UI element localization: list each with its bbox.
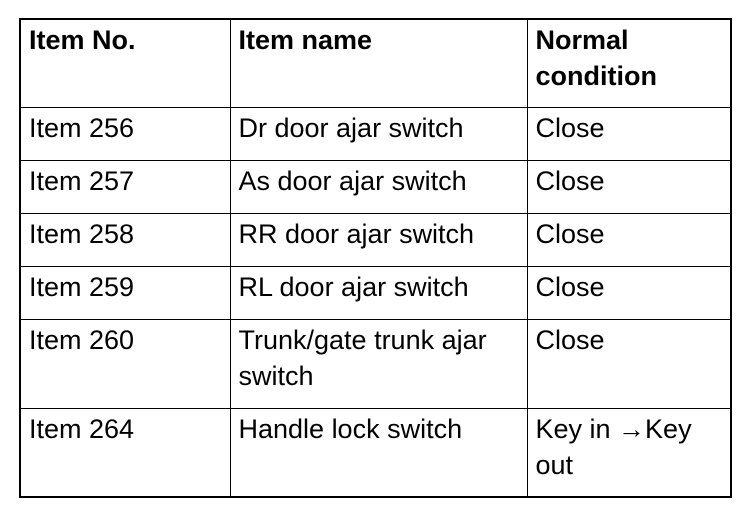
table-row — [20, 107, 731, 160]
cell-item-no: Item 264 — [20, 408, 230, 497]
cell-item-name: As door ajar switch — [230, 160, 527, 213]
cell-item-no: Item 257 — [20, 160, 230, 213]
header-item-name: Item name — [230, 19, 527, 107]
table-row — [20, 408, 731, 497]
cell-item-name: Handle lock switch — [230, 408, 527, 497]
table-row — [20, 266, 731, 319]
cell-item-name: RL door ajar switch — [230, 266, 527, 319]
cell-item-no: Item 260 — [20, 319, 230, 408]
table-header-row — [20, 19, 731, 107]
cell-item-name: Dr door ajar switch — [230, 107, 527, 160]
table-row — [20, 160, 731, 213]
table-row — [20, 213, 731, 266]
cell-normal-condition: Key in →Key out — [527, 408, 731, 497]
cell-item-no: Item 256 — [20, 107, 230, 160]
cell-normal-condition: Close — [527, 160, 731, 213]
cell-item-no: Item 258 — [20, 213, 230, 266]
cell-normal-condition: Close — [527, 213, 731, 266]
cell-normal-condition: Close — [527, 107, 731, 160]
cell-item-name: RR door ajar switch — [230, 213, 527, 266]
header-normal-condition: Normal condition — [527, 19, 731, 107]
header-item-no: Item No. — [20, 19, 230, 107]
table-row — [20, 319, 731, 408]
cell-item-name: Trunk/gate trunk ajar switch — [230, 319, 527, 408]
cell-normal-condition: Close — [527, 319, 731, 408]
cell-item-no: Item 259 — [20, 266, 230, 319]
item-condition-table — [19, 18, 732, 498]
cell-normal-condition: Close — [527, 266, 731, 319]
